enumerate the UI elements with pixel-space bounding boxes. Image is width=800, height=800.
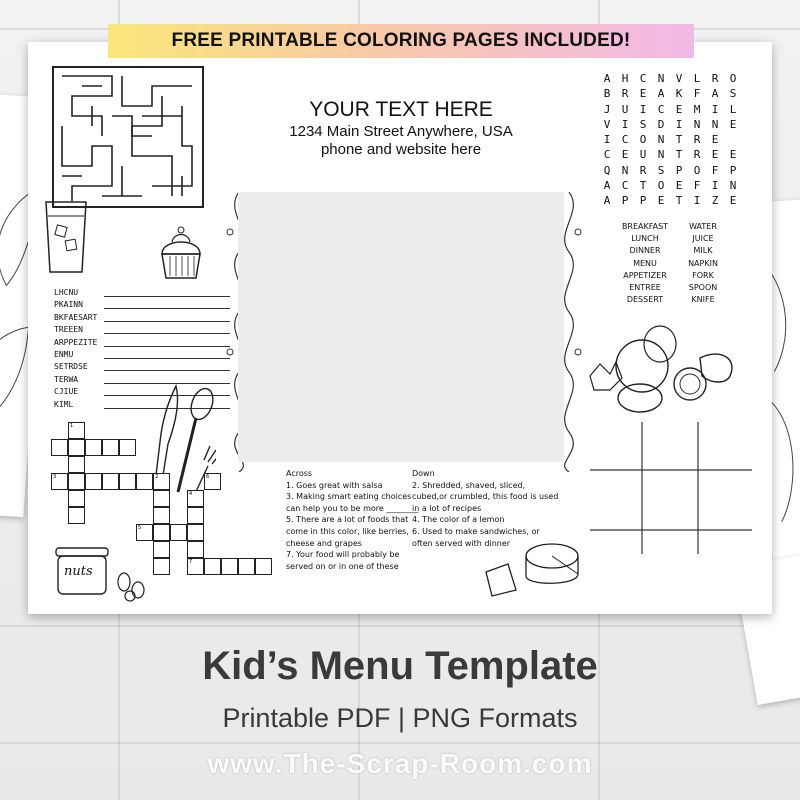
word-search-letter[interactable] [724,133,742,148]
fruits-vegetables-icon [580,318,740,418]
word-list-item: WATER [689,222,717,231]
word-search-letter[interactable]: M [693,102,701,116]
crossword-cell[interactable] [119,439,136,456]
drink-glass-icon [42,198,90,276]
jar-label: nuts [64,564,93,579]
word-search-letter[interactable]: O [729,72,737,85]
down-clue: 6. Used to make sandwiches, or often served with dinner [412,526,540,548]
word-search-letter[interactable]: R [711,72,719,85]
word-search-letter[interactable]: R [693,148,701,162]
word-search-letter[interactable]: T [639,179,647,193]
crossword-cell-number: 1 [70,423,74,429]
word-search-letter[interactable]: I [639,102,647,116]
word-list-item: ENTREE [629,283,661,292]
word-search-letter[interactable]: E [657,194,665,208]
crossword-cell[interactable] [85,439,102,456]
crossword-cell[interactable] [68,473,85,490]
word-search-letter[interactable]: R [621,87,629,101]
crossword-cell[interactable] [187,490,204,507]
crossword-cell-number: 6 [206,474,210,480]
crossword-cell[interactable] [187,558,204,575]
maze [52,66,204,208]
word-search-letter[interactable]: V [675,72,683,85]
word-search-letter[interactable]: L [729,102,737,116]
scrambled-word: PKAINN [54,300,83,310]
scrambled-word: ENMU [54,350,74,359]
answer-line[interactable] [104,296,230,297]
word-search-letter[interactable]: A [711,87,719,101]
word-search-letter[interactable]: F [693,87,701,101]
word-search-letter[interactable]: S [657,163,665,177]
word-search-letter[interactable]: B [603,87,611,101]
word-search-letter[interactable]: A [657,87,665,101]
word-search-letter[interactable]: C [657,102,665,116]
across-clues [286,468,421,572]
word-search-letter[interactable]: N [711,117,719,131]
crossword-cell[interactable] [153,558,170,575]
placemat-title: YOUR TEXT HERE [309,98,493,121]
crossword-cell[interactable] [68,507,85,524]
word-search-letter[interactable]: P [621,194,629,208]
word-search-letter[interactable]: Q [603,163,611,177]
crossword-cell[interactable] [68,490,85,507]
scrambled-word: LHCNU [54,288,79,297]
crossword-cell[interactable] [136,524,153,541]
word-search-letter[interactable]: I [693,194,701,208]
answer-line[interactable] [104,333,230,334]
crossword-cell[interactable] [238,558,255,575]
scrambled-word: BKFAESART [54,312,98,322]
word-search-letter[interactable]: I [603,133,611,147]
product-subtitle: Printable PDF | PNG Formats [222,703,578,733]
crossword-cell[interactable] [153,473,170,490]
photo-placeholder [238,192,564,462]
crossword-cell-number: 3 [53,474,57,480]
crossword-cell[interactable] [153,507,170,524]
kids-menu-placemat [28,42,772,614]
word-list-item: DINNER [629,246,661,256]
crossword-cell[interactable] [51,439,68,456]
word-list-item: MILK [693,246,713,256]
word-search-letter[interactable]: C [639,72,647,85]
across-clue: 5. There are a lot of foods that come in this color, like berries, cheese and grapes [286,515,409,548]
word-search-letter[interactable]: P [639,194,647,208]
crossword-cell[interactable] [153,541,170,558]
word-search-grid [598,72,742,210]
crossword-cell-number: 5 [138,525,142,531]
scrambled-word: ARPPEZITE [54,337,98,347]
scrambled-word: SETRDSE [54,362,88,372]
word-search-letter[interactable]: E [729,148,737,162]
word-search-letter[interactable]: E [621,148,629,162]
word-search-letter[interactable]: D [657,117,665,131]
tic-tac-toe-board [588,418,754,558]
word-search-letter[interactable]: E [639,87,647,101]
word-list-item: FORK [692,270,714,280]
word-search-letter[interactable]: E [675,179,683,193]
word-search-letter[interactable]: E [711,148,719,162]
word-search-letter[interactable]: T [675,133,683,147]
crossword-cell[interactable] [102,439,119,456]
cheese-icon [482,526,588,598]
word-search-letter[interactable]: U [621,102,629,116]
word-search-letter[interactable]: N [621,163,629,177]
word-search-letter[interactable]: N [657,72,665,85]
crossword-cell[interactable] [68,422,85,439]
across-clue: 1. Goes great with salsa [286,480,383,490]
word-search-letter[interactable]: N [657,133,665,147]
word-search-letter[interactable]: N [657,148,665,162]
placemat-address: 1234 Main Street Anywhere, USA [289,123,513,140]
answer-line[interactable] [104,370,230,371]
crossword-cell-number: 2 [155,474,159,480]
word-search-letter[interactable]: A [603,194,611,208]
word-search-letter[interactable]: S [639,117,647,131]
site-watermark: www.The-Scrap-Room.com [207,748,593,779]
answer-line[interactable] [104,308,230,309]
word-search-letter[interactable]: I [711,179,719,193]
wood-grain [0,742,800,744]
placemat-contact: phone and website here [320,141,482,158]
word-search-letter[interactable]: O [693,163,701,177]
down-clue: 2. Shredded, shaved, sliced, cubed,or crumbled, this food is used in a lot of recipes [412,480,559,513]
crossword-cell[interactable] [119,473,136,490]
crossword-cell[interactable] [102,473,119,490]
down-title: Down [412,469,435,478]
crossword-cell[interactable] [85,473,102,490]
word-list-item: KNIFE [691,295,715,305]
word-search-letter[interactable]: O [657,179,665,193]
word-search-letter[interactable]: F [711,163,719,177]
wood-grain [0,625,800,627]
word-search-letter[interactable]: C [603,148,611,162]
answer-line[interactable] [104,346,230,347]
product-title: Kid’s Menu Template [202,644,598,688]
scrambled-word: CJIUE [54,387,79,397]
word-search-letter[interactable]: J [603,102,611,116]
word-search-letter[interactable]: E [729,117,737,131]
word-search-letter[interactable]: I [711,102,719,116]
word-list-item: NAPKIN [688,258,718,268]
crossword-cell[interactable] [51,473,68,490]
word-search-letter[interactable]: N [693,117,701,131]
word-search-letter[interactable]: E [729,194,737,208]
word-search-letter[interactable]: F [693,179,701,193]
word-search-letter[interactable]: R [693,133,701,147]
free-coloring-banner: FREE PRINTABLE COLORING PAGES INCLUDED! [108,24,694,58]
crossword-cell[interactable] [187,541,204,558]
word-search-letter[interactable]: U [639,148,647,162]
word-search-letter[interactable]: P [675,163,683,177]
word-search-letter[interactable]: O [639,133,647,147]
answer-line[interactable] [104,321,230,322]
crossword-cell[interactable] [204,473,221,490]
word-search-letter[interactable]: T [675,148,683,162]
word-list-item: BREAKFAST [621,222,669,231]
word-search-letter[interactable]: C [621,179,629,193]
crossword-cell[interactable] [221,558,238,575]
word-search-letter[interactable]: E [711,133,719,147]
word-search-letter[interactable]: S [729,87,737,101]
crossword-cell[interactable] [187,507,204,524]
crossword-cell[interactable] [187,524,204,541]
crossword-cell-number: 7 [189,559,193,565]
across-clue: 3. Making smart eating choices can help you to be more ________ [286,492,419,513]
crossword-cell[interactable] [153,490,170,507]
word-search-letter[interactable]: I [621,117,629,131]
crossword-cell[interactable] [153,524,170,541]
crossword-cell[interactable] [68,439,85,456]
crossword-cell[interactable] [68,456,85,473]
scrambled-word: TERWA [54,374,79,384]
crossword-cell[interactable] [170,524,187,541]
crossword-cell[interactable] [136,473,153,490]
word-search-letter[interactable]: Z [711,194,719,208]
word-search-letter[interactable]: K [675,87,683,101]
across-clue: 7. Your food will probably be served on or in one of these [286,550,400,571]
answer-line[interactable] [104,358,230,359]
word-search-letter[interactable]: E [675,102,683,116]
word-search-letter[interactable]: N [729,179,737,193]
crossword-cell-number: 4 [189,491,193,497]
word-search-letter[interactable]: L [693,72,701,85]
word-list-item: LUNCH [631,234,659,244]
down-clue: 4. The color of a lemon [412,515,505,525]
word-search-letter[interactable]: A [603,72,611,85]
scrambled-word: KIML [54,399,74,409]
word-list-item: JUICE [692,234,714,244]
word-list-item: SPOON [688,283,718,292]
word-search-letter[interactable]: R [639,163,647,177]
word-list-item: DESSERT [626,295,664,305]
word-search-letter[interactable]: H [621,72,629,85]
crossword-cell[interactable] [204,558,221,575]
across-title: Across [286,469,313,478]
crossword-cell[interactable] [255,558,272,575]
word-search-letter[interactable]: V [603,117,611,131]
word-search-letter[interactable]: C [621,133,629,147]
word-search-letter[interactable]: I [675,117,683,131]
word-search-letter[interactable]: A [603,179,611,193]
word-search-letter[interactable]: T [675,194,683,208]
cupcake-icon [156,224,206,282]
word-search-letter[interactable]: P [729,163,737,177]
word-list-item: APPETIZER [623,270,667,280]
scrambled-word: TREEEN [54,325,83,335]
word-list-item: MENU [633,258,657,268]
